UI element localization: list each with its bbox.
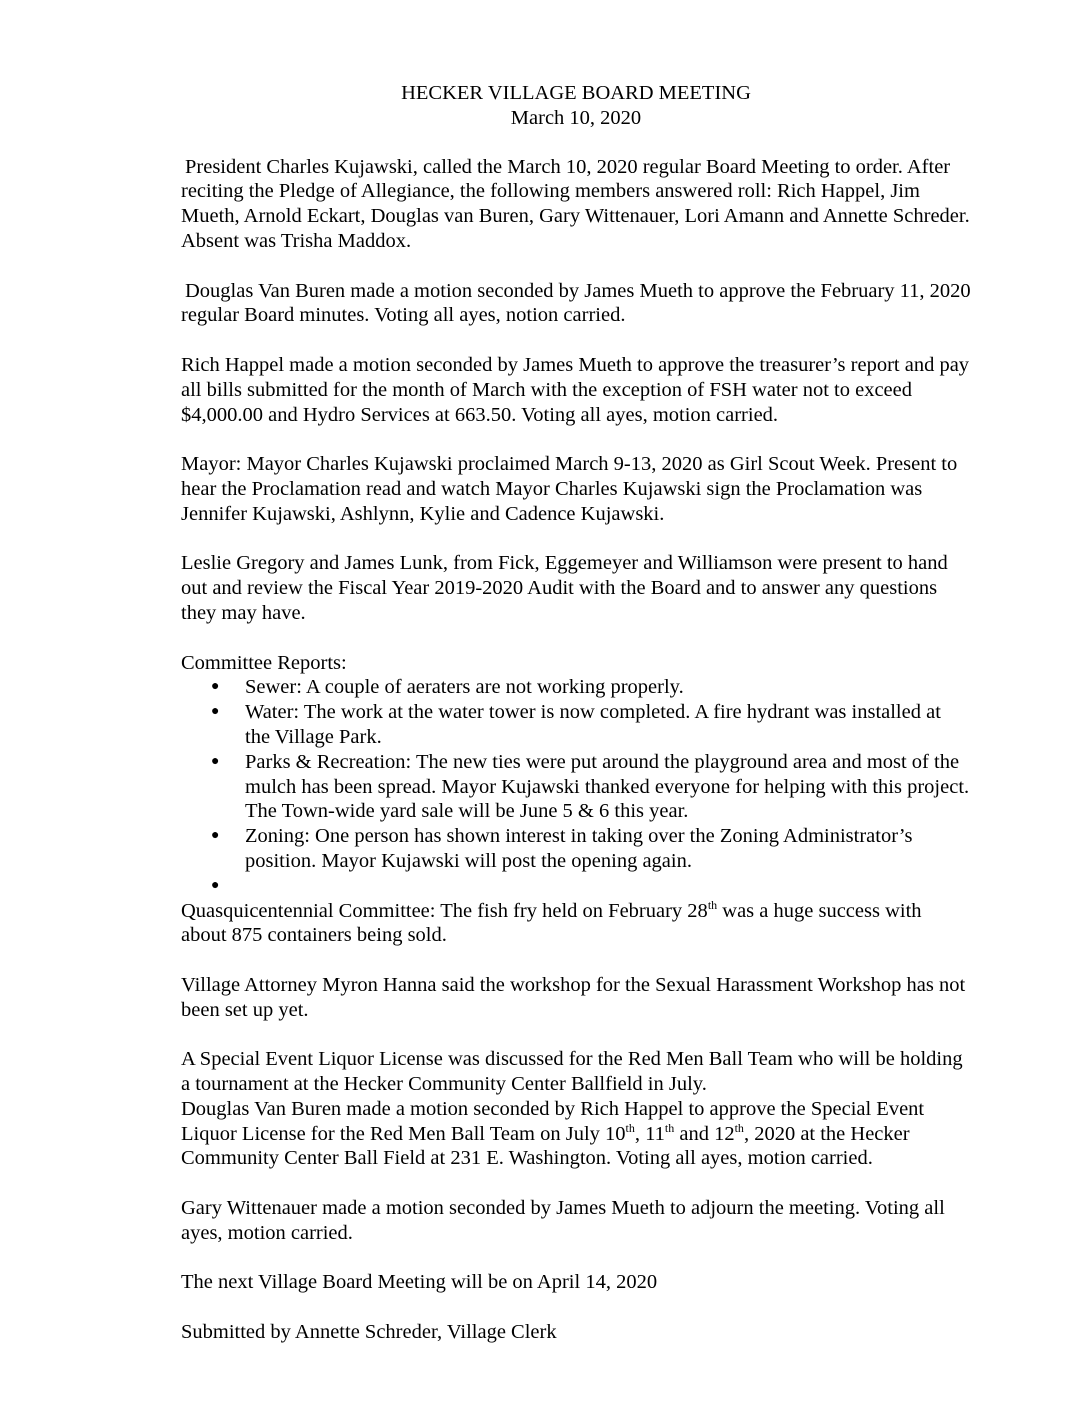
list-item [181, 700, 971, 750]
liquor-sup-3: th [734, 1120, 744, 1135]
quasqui-sup: th [707, 897, 718, 912]
liquor-text-c: and 12 [674, 1122, 735, 1145]
quasquicentennial-paragraph [181, 899, 971, 949]
quasqui-text-a: Quasquicentennial Committee: The fish fry held on February 28 [181, 899, 708, 922]
submitted-by-paragraph: Submitted by Annette Schreder, Village Clerk [181, 1321, 557, 1344]
committee-item-water: Water: The work at the water tower is now completed. A fire hydrant was installed at the Village Park. [245, 701, 941, 748]
liquor-text-b: , 11 [634, 1122, 665, 1145]
title-block [181, 81, 971, 131]
bullet-icon: ● [211, 679, 220, 695]
liquor-discussion-paragraph: A Special Event Liquor License was discussed for the Red Men Ball Team who will be holding a tournament at the Hecker Community Center Ballfield in July. [181, 1048, 963, 1096]
committee-item-parks: Parks & Recreation: The new ties were put around the playground area and most of the mulch has been spread. Mayor Kujawski thanked everyone for helping with this project. The Town-wide yard sale will be June 5 & 6 this year. [245, 750, 970, 823]
liquor-motion-paragraph [181, 1097, 971, 1171]
document-title: HECKER VILLAGE BOARD MEETING [401, 82, 751, 104]
committee-reports-list [181, 675, 971, 898]
audit-paragraph: Leslie Gregory and James Lunk, from Fick, Eggemeyer and Williamson were present to hand out and review the Fiscal Year 2019-2020 Audit with the Board and to answer any questions they may have. [181, 552, 948, 624]
list-item [181, 675, 971, 700]
liquor-sup-1: th [625, 1120, 635, 1135]
list-item [181, 824, 971, 874]
liquor-sup-2: th [664, 1120, 675, 1135]
liquor-text-a: Douglas Van Buren made a motion seconded by Rich Happel to approve the Special Event Liquor License for the Red Men Ball Team on July 10 [181, 1097, 925, 1145]
mayor-paragraph: Mayor: Mayor Charles Kujawski proclaimed March 9-13, 2020 as Girl Scout Week. Present to hear the Proclamation read and watch Mayor Charles Kujawski sign the Proclamation was Jennifer Kujawski, Ashlynn, Kylie and Cadence Kujawski. [181, 453, 958, 525]
treasurer-report-paragraph: Rich Happel made a motion seconded by James Mueth to approve the treasurer’s report and pay all bills submitted for the month of March with the exception of FSH water not to exceed $4,000.00 and Hydro Services at 663.50. Voting all ayes, motion carried. [181, 353, 970, 426]
attorney-paragraph: Village Attorney Myron Hanna said the workshop for the Sexual Harassment Workshop has not been set up yet. [181, 973, 966, 1021]
liquor-text-d: , 2020 at the Hecker Community Center Ball Field at 231 E. Washington. Voting all ayes, motion carried. [181, 1122, 910, 1170]
minutes-approval-paragraph: Douglas Van Buren made a motion seconded by James Mueth to approve the February 11, 2020 regular Board minutes. Voting all ayes, notion carried. [181, 279, 971, 327]
adjourn-paragraph: Gary Wittenauer made a motion seconded by James Mueth to adjourn the meeting. Voting all ayes, motion carried. [181, 1197, 945, 1244]
bullet-icon: ● [211, 753, 220, 769]
committee-reports-heading: Committee Reports: [181, 651, 347, 674]
committee-item-zoning: Zoning: One person has shown interest in taking over the Zoning Administrator’s position. Mayor Kujawski will post the opening again. [245, 825, 913, 872]
quasqui-text-b: was a huge success with about 875 containers being sold. [181, 899, 922, 947]
meeting-minutes [181, 81, 971, 1370]
bullet-icon: ● [211, 877, 220, 893]
bullet-icon: ● [211, 828, 220, 844]
call-to-order-paragraph: President Charles Kujawski, called the March 10, 2020 regular Board Meeting to order. After reciting the Pledge of Allegiance, the following members answered roll: Rich Happel, Jim Mueth, Arnold Eckart, Douglas van Buren, Gary Wittenauer, Lori Amann and Annette Schreder. Absent was Trisha Maddox. [181, 155, 970, 252]
list-item [181, 874, 971, 899]
list-item [181, 750, 971, 824]
committee-item-sewer: Sewer: A couple of aeraters are not working properly. [245, 676, 684, 699]
next-meeting-paragraph: The next Village Board Meeting will be on April 14, 2020 [181, 1271, 658, 1294]
bullet-icon: ● [211, 704, 220, 720]
meeting-date: March 10, 2020 [510, 106, 642, 129]
